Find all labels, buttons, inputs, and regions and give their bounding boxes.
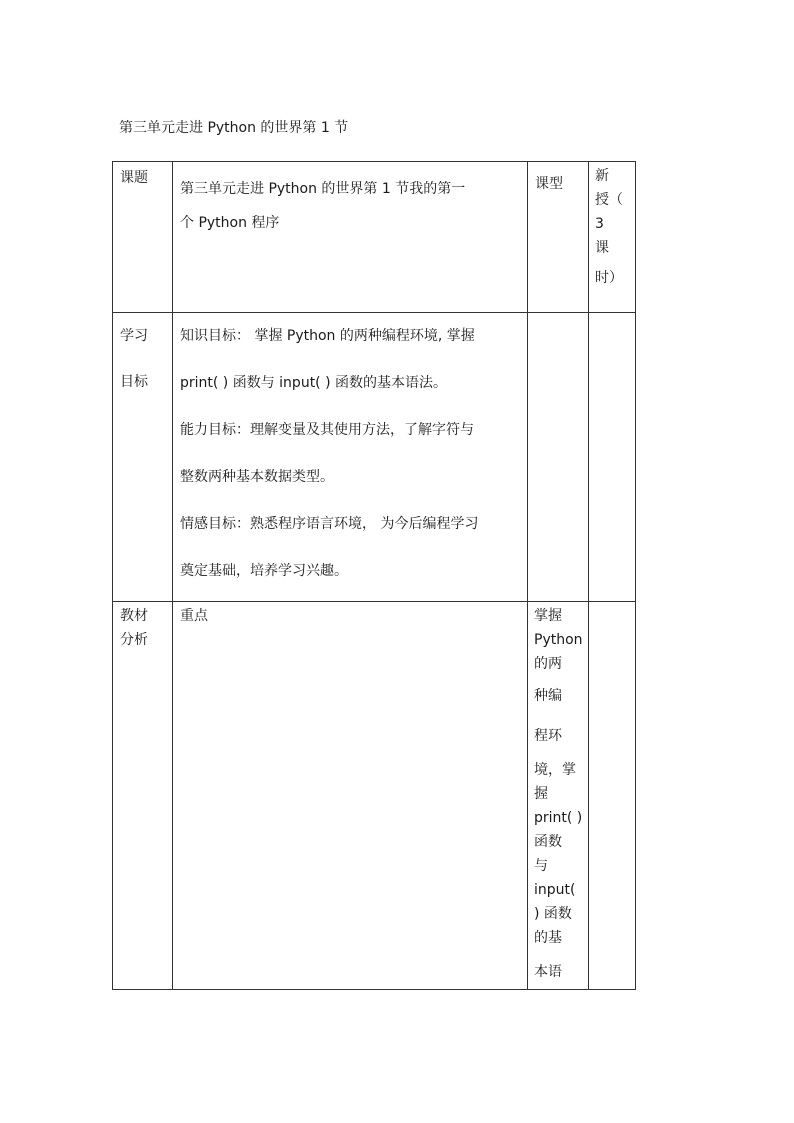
key-value-line-5: 程环 (534, 728, 562, 744)
type-label-cell (528, 162, 589, 313)
key-value-line-9: 函数 (534, 834, 562, 850)
analysis-label-line-1: 教材 (120, 608, 148, 624)
goal-label-line-2: 目标 (120, 374, 148, 390)
topic-value-line-2: 个 Python 程序 (180, 215, 280, 231)
analysis-key-label: 重点 (180, 608, 208, 624)
goal-empty-cell-2 (589, 313, 636, 602)
key-value-line-4: 种编 (534, 688, 562, 704)
key-value-line-14: 本语 (534, 964, 562, 980)
goal-label-line-1: 学习 (120, 328, 148, 344)
type-value-line-2: 授（ (595, 192, 623, 208)
table-row-analysis (113, 602, 636, 990)
goal-knowledge-line-2: print( ) 函数与 input( ) 函数的基本语法。 (180, 375, 448, 391)
goal-emotion-line-2: 奠定基础，培养学习兴趣。 (180, 563, 348, 579)
analysis-empty-cell (589, 602, 636, 990)
page-title: 第三单元走进 Python 的世界第 1 节 (119, 120, 349, 136)
key-value-line-1: 掌握 (534, 608, 562, 624)
key-value-line-6: 境，掌 (534, 762, 576, 778)
goal-ability-line-2: 整数两种基本数据类型。 (180, 469, 334, 485)
topic-label-cell (113, 162, 173, 313)
key-value-line-2: Python (534, 632, 583, 648)
key-value-line-3: 的两 (534, 656, 562, 672)
key-value-line-12: ) 函数 (534, 906, 572, 922)
type-label: 课型 (535, 176, 563, 192)
key-value-line-11: input( (534, 882, 576, 898)
type-value-line-4: 课 (595, 240, 609, 256)
goal-ability-line-1: 能力目标：理解变量及其使用方法，了解字符与 (180, 422, 474, 438)
analysis-key-value-cell (528, 602, 589, 990)
analysis-key-cell (173, 602, 528, 990)
topic-label: 课题 (120, 170, 148, 186)
goal-content-cell (173, 313, 528, 602)
key-value-line-13: 的基 (534, 930, 562, 946)
key-value-line-7: 握 (534, 786, 548, 802)
type-value-line-5: 时） (595, 270, 623, 286)
goal-empty-cell-1 (528, 313, 589, 602)
topic-value-line-1: 第三单元走进 Python 的世界第 1 节我的第一 (180, 181, 466, 197)
goal-label-cell (113, 313, 173, 602)
key-value-line-10: 与 (534, 858, 548, 874)
lesson-plan-table (112, 161, 636, 990)
analysis-label-line-2: 分析 (120, 632, 148, 648)
table-row-goals (113, 313, 636, 602)
type-value-line-3: 3 (595, 216, 604, 232)
type-value-line-1: 新 (595, 168, 609, 184)
type-value-cell (589, 162, 636, 313)
key-value-line-8: print( ) (534, 810, 583, 826)
topic-value-cell (173, 162, 528, 313)
goal-emotion-line-1: 情感目标：熟悉程序语言环境， 为今后编程学习 (180, 516, 479, 532)
analysis-label-cell (113, 602, 173, 990)
table-row-topic (113, 162, 636, 313)
goal-knowledge-line-1: 知识目标： 掌握 Python 的两种编程环境, 掌握 (180, 328, 475, 344)
